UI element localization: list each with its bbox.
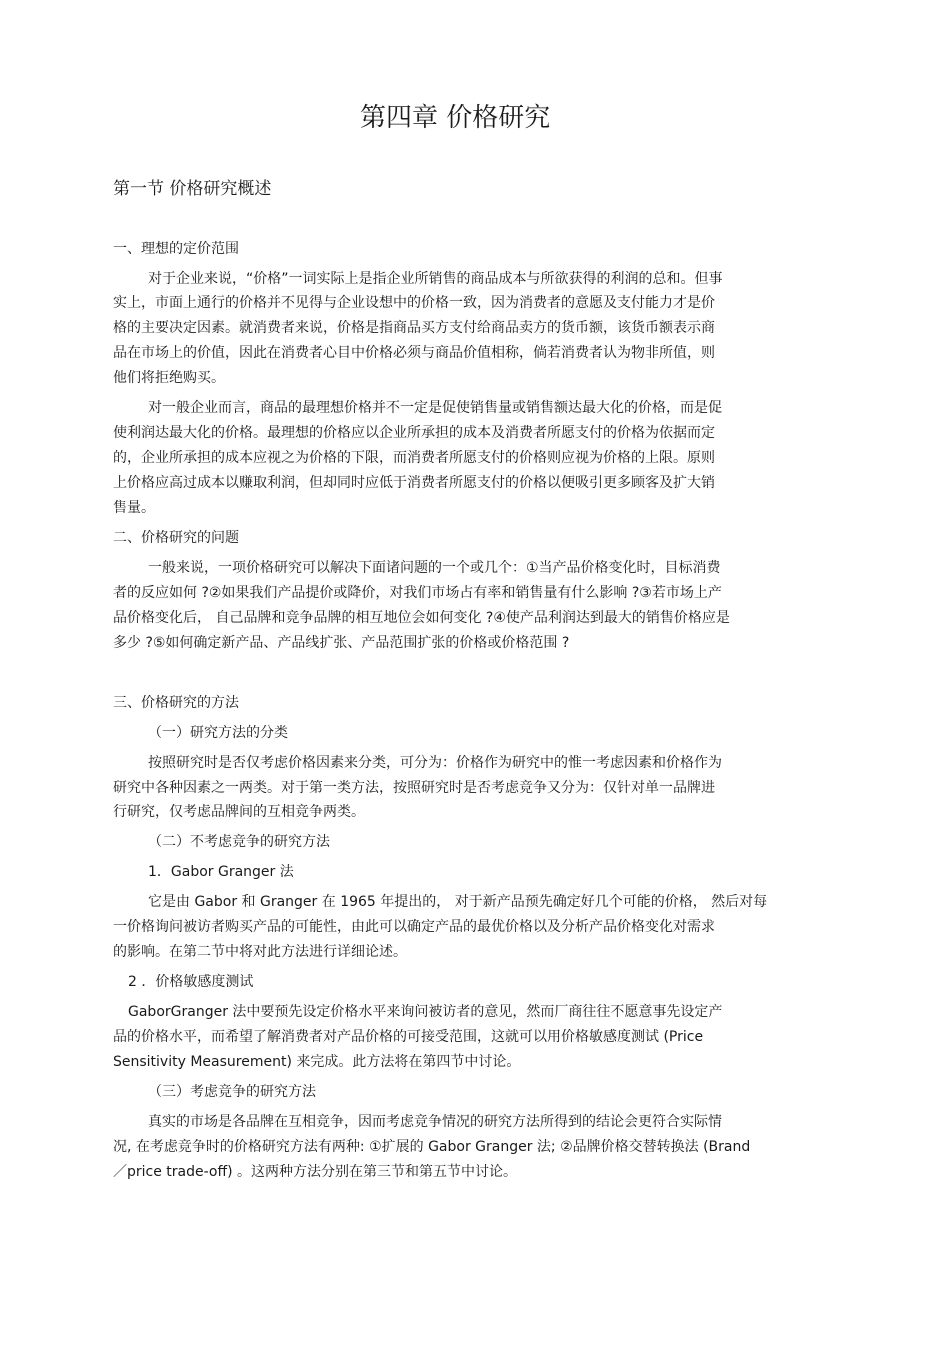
paragraph-line: 按照研究时是否仅考虑价格因素来分类，可分为：价格作为研究中的惟一考虑因素和价格作为 bbox=[148, 755, 722, 771]
paragraph-line: ／price trade-off) 。这两种方法分别在第三节和第五节中讨论。 bbox=[113, 1164, 518, 1180]
paragraph-line: GaborGranger 法中要预先设定价格水平来询问被访者的意见，然而厂商往往不愿意事先设定产 bbox=[128, 1004, 723, 1020]
paragraph-line: 一价格询问被访者购买产品的可能性，由此可以确定产品的最优价格以及分析产品价格变化对需求 bbox=[113, 919, 715, 935]
paragraph-line: 格的主要决定因素。就消费者来说，价格是指商品买方支付给商品卖方的货币额，该货币额表示商 bbox=[113, 320, 715, 336]
paragraph-line: 品在市场上的价值，因此在消费者心目中价格必须与商品价值相称，倘若消费者认为物非所值，则 bbox=[113, 345, 715, 361]
paragraph-line: 一般来说，一项价格研究可以解决下面诸问题的一个或几个：①当产品价格变化时，目标消费 bbox=[148, 560, 721, 576]
chapter-title: 第四章 价格研究 bbox=[360, 103, 551, 133]
paragraph-line: 的影响。在第二节中将对此方法进行详细论述。 bbox=[113, 944, 407, 960]
paragraph-line: 它是由 Gabor 和 Granger 在 1965 年提出的， 对于新产品预先确定好几个可能的价格， 然后对每 bbox=[148, 894, 768, 910]
paragraph-line: 使利润达最大化的价格。最理想的价格应以企业所承担的成本及消费者所愿支付的价格为依据而定 bbox=[113, 425, 715, 441]
paragraph-line: 者的反应如何 ?②如果我们产品提价或降价，对我们市场占有率和销售量有什么影响 ?③若市场上产 bbox=[113, 585, 722, 601]
paragraph-line: 行研究，仅考虑品牌间的互相竞争两类。 bbox=[113, 804, 365, 820]
paragraph-line: 多少 ?⑤如何确定新产品、产品线扩张、产品范围扩张的价格或价格范围 ? bbox=[113, 635, 570, 651]
paragraph-line: Sensitivity Measurement) 来完成。此方法将在第四节中讨论。 bbox=[113, 1054, 521, 1070]
subheading-2: （二）不考虑竞争的研究方法 bbox=[148, 834, 330, 850]
heading-1: 一、理想的定价范围 bbox=[113, 241, 239, 257]
heading-3: 三、价格研究的方法 bbox=[113, 695, 239, 711]
paragraph-line: 实上，市面上通行的价格并不见得与企业设想中的价格一致，因为消费者的意愿及支付能力才是价 bbox=[113, 295, 715, 311]
subheading-3: （三）考虑竞争的研究方法 bbox=[148, 1084, 316, 1100]
paragraph-line: 的，企业所承担的成本应视之为价格的下限，而消费者所愿支付的价格则应视为价格的上限。原则 bbox=[113, 450, 715, 466]
paragraph-line: 对于企业来说，“价格”一词实际上是指企业所销售的商品成本与所欲获得的利润的总和。但事 bbox=[148, 271, 723, 287]
paragraph-line: 真实的市场是各品牌在互相竞争，因而考虑竞争情况的研究方法所得到的结论会更符合实际情 bbox=[148, 1114, 722, 1130]
paragraph-line: 况, 在考虑竞争时的价格研究方法有两种: ①扩展的 Gabor Granger 法; ②品牌价格交替转换法 (Brand bbox=[113, 1139, 751, 1155]
subheading-1: （一）研究方法的分类 bbox=[148, 725, 288, 741]
paragraph-line: 研究中各种因素之一两类。对于第一类方法，按照研究时是否考虑竞争又分为：仅针对单一品牌进 bbox=[113, 780, 715, 796]
paragraph-line: 售量。 bbox=[113, 500, 155, 516]
paragraph-line: 上价格应高过成本以赚取利润，但却同时应低于消费者所愿支付的价格以便吸引更多顾客及扩大销 bbox=[113, 475, 715, 491]
paragraph-line: 对一般企业而言，商品的最理想价格并不一定是促使销售量或销售额达最大化的价格，而是促 bbox=[148, 400, 722, 416]
list-item-2: 2 ．价格敏感度测试 bbox=[128, 974, 254, 990]
paragraph-line: 品的价格水平，而希望了解消费者对产品价格的可接受范围，这就可以用价格敏感度测试 (Price bbox=[113, 1029, 704, 1045]
heading-2: 二、价格研究的问题 bbox=[113, 530, 239, 546]
list-item-1: 1．Gabor Granger 法 bbox=[148, 864, 294, 880]
paragraph-line: 他们将拒绝购买。 bbox=[113, 370, 225, 386]
section-title: 第一节 价格研究概述 bbox=[113, 179, 272, 199]
paragraph-line: 品价格变化后， 自己品牌和竞争品牌的相互地位会如何变化 ?④使产品利润达到最大的销售价格应是 bbox=[113, 610, 730, 626]
